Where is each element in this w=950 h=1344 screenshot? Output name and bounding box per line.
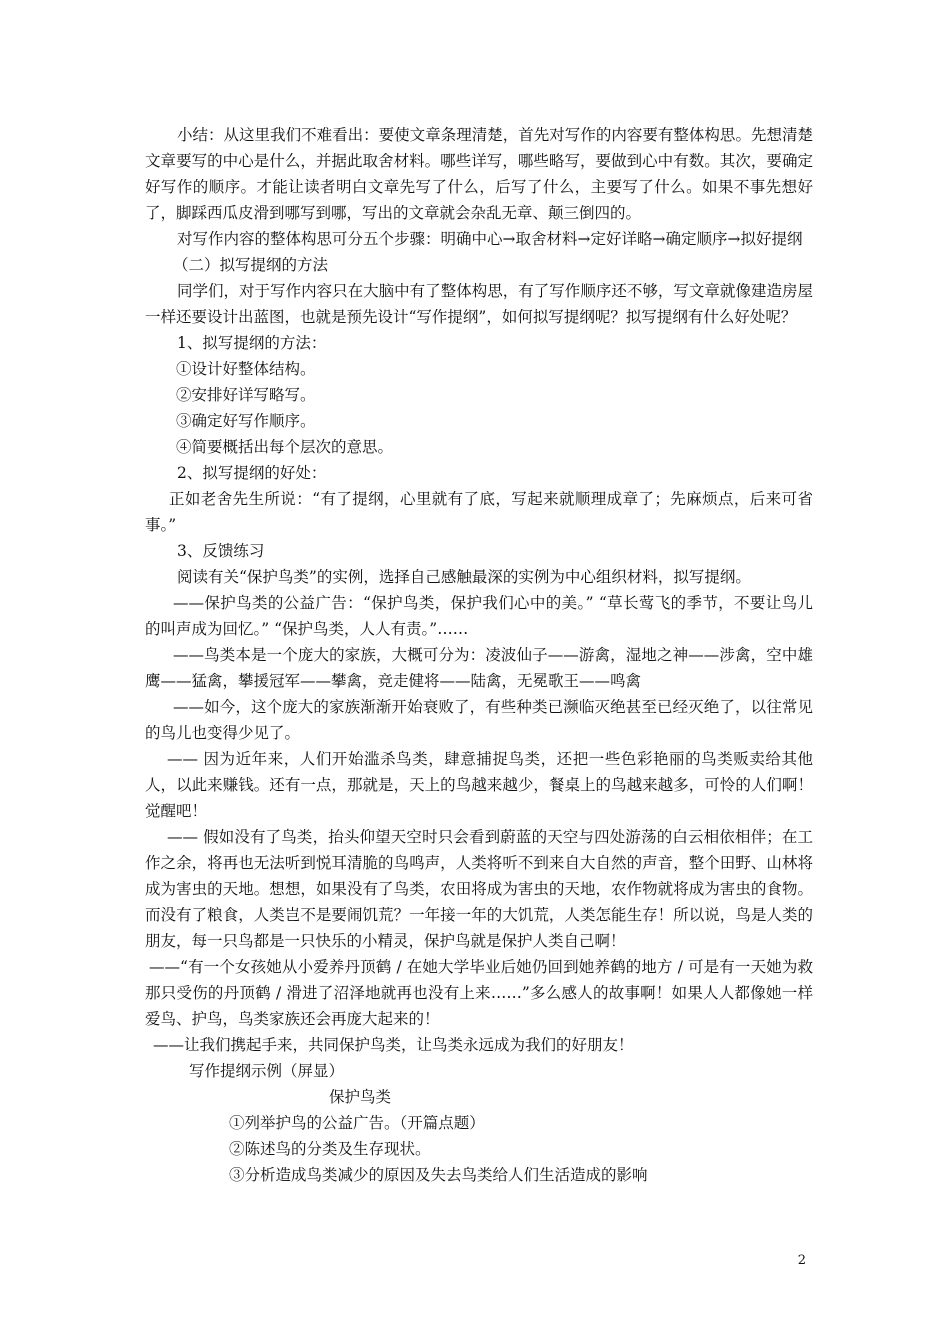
outline-title: 保护鸟类: [329, 1088, 392, 1106]
benefit-paragraph: 正如老舍先生所说：“有了提纲，心里就有了底，写起来就顺理成章了；先麻烦点，后来可省事。”: [145, 490, 813, 534]
method-heading: 1、拟写提纲的方法：: [177, 334, 327, 352]
practice-intro-paragraph: 阅读有关“保护鸟类”的实例，选择自己感触最深的实例为中心组织材料，拟写提纲。: [177, 568, 751, 586]
example-paragraph: ——保护鸟类的公益广告：“保护鸟类，保护我们心中的美。” “草长莺飞的季节，不要让鸟儿的叫声成为回忆。” “保护鸟类，人人有责。”……: [145, 594, 813, 638]
summary-paragraph: 小结：从这里我们不难看出：要使文章条理清楚，首先对写作的内容要有整体构思。先想清楚文章要写的中心是什么，并据此取舍材料。哪些详写，哪些略写，要做到心中有数。其次，要确定好写作的顺序。才能让读者明白文章先写了什么，后写了什么，主要写了什么。如果不事先想好了，脚踩西瓜皮滑到哪写到哪，写出的文章就会杂乱无章、颠三倒四的。: [145, 126, 813, 222]
summary-steps-paragraph: 对写作内容的整体构思可分五个步骤：明确中心→取舍材料→定好详略→确定顺序→拟好提纲: [177, 230, 803, 248]
outline-item: ③分析造成鸟类减少的原因及失去鸟类给人们生活造成的影响: [229, 1166, 648, 1184]
example-paragraph: —— 因为近年来，人们开始滥杀鸟类，肆意捕捉鸟类，还把一些色彩艳丽的鸟类贩卖给其他人，以此来赚钱。还有一点，那就是，天上的鸟越来越少，餐桌上的鸟越来越多，可怜的人们啊！觉醒吧！: [145, 750, 813, 820]
example-paragraph: ——让我们携起手来，共同保护鸟类，让鸟类永远成为我们的好朋友！: [153, 1036, 634, 1054]
example-paragraph: —— 假如没有了鸟类，抬头仰望天空时只会看到蔚蓝的天空与四处游荡的白云相依相伴；在工作之余，将再也无法听到悦耳清脆的鸟鸣声，人类将听不到来自大自然的声音，整个田野、山林将成为害虫的天地。想想，如果没有了鸟类，农田将成为害虫的天地，农作物就将成为害虫的食物。而没有了粮食，人类岂不是要闹饥荒？一年接一年的大饥荒，人类怎能生存！所以说，鸟是人类的朋友，每一只鸟都是一只快乐的小精灵，保护鸟就是保护人类自己啊！: [145, 828, 813, 950]
body-text: [145, 122, 813, 1188]
example-paragraph: ——“有一个女孩她从小爱养丹顶鹤 / 在她大学毕业后她仍回到她养鹤的地方 / 可是有一天她为救那只受伤的丹顶鹤 / 滑进了沼泽地就再也没有上来……”多么感人的故事啊！如果人人都像她一样爱鸟、护鸟，鸟类家族还会再庞大起来的！: [145, 958, 813, 1028]
benefit-heading: 2、拟写提纲的好处：: [177, 464, 327, 482]
example-paragraph: ——鸟类本是一个庞大的家族，大概可分为：凌波仙子——游禽，湿地之神——涉禽，空中雄鹰——猛禽，攀援冠军——攀禽，竞走健将——陆禽，无冕歌王——鸣禽: [145, 646, 813, 690]
page-number: 2: [797, 1253, 806, 1268]
method-item: ③确定好写作顺序。: [176, 412, 316, 430]
example-paragraph: ——如今，这个庞大的家族渐渐开始衰败了，有些种类已濒临灭绝甚至已经灭绝了，以往常见的鸟儿也变得少见了。: [145, 698, 813, 742]
method-item: ②安排好详写略写。: [176, 386, 316, 404]
method-item: ①设计好整体结构。: [176, 360, 316, 378]
method-item: ④简要概括出每个层次的意思。: [176, 438, 394, 456]
outline-item: ①列举护鸟的公益广告。（开篇点题）: [229, 1114, 485, 1132]
outline-item: ②陈述鸟的分类及生存现状。: [229, 1140, 431, 1158]
section-heading: （二）拟写提纲的方法: [173, 256, 329, 274]
section-intro-paragraph: 同学们，对于写作内容只在大脑中有了整体构思，有了写作顺序还不够，写文章就像建造房屋一样还要设计出蓝图，也就是预先设计“写作提纲”，如何拟写提纲呢？拟写提纲有什么好处呢？: [145, 282, 813, 326]
outline-heading: 写作提纲示例（屏显）: [189, 1062, 345, 1080]
practice-heading: 3、反馈练习: [177, 542, 265, 560]
